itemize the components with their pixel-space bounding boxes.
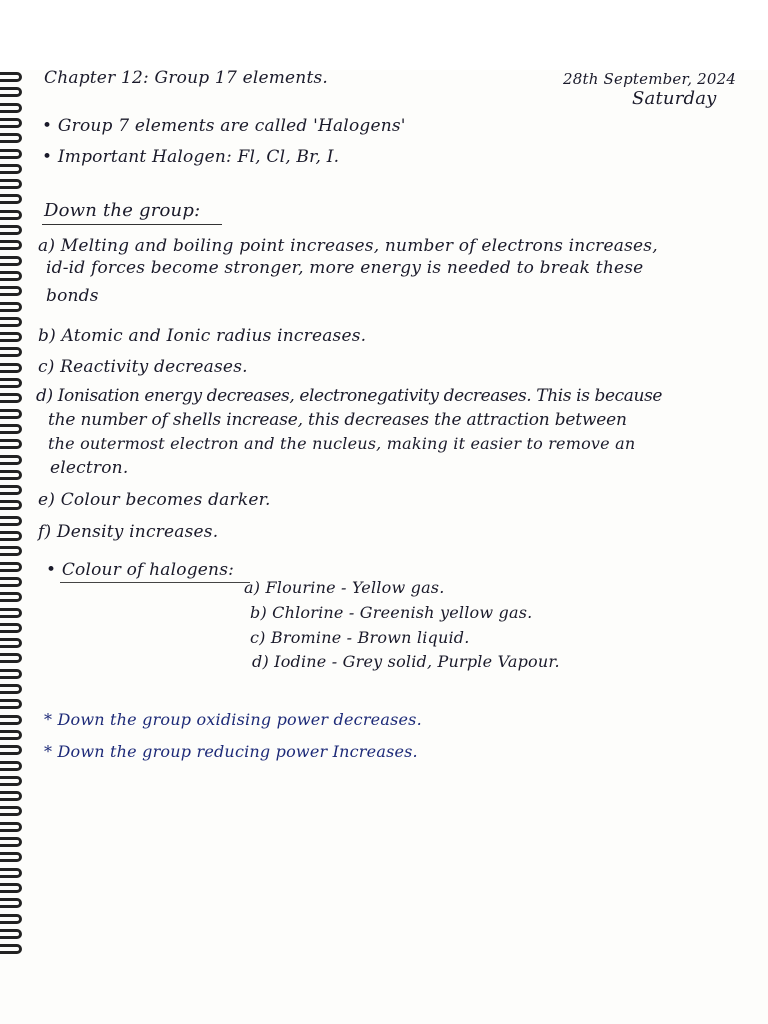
point-a-line-2: id-id forces become stronger, more energy is needed to break these xyxy=(46,258,644,278)
spiral-binding xyxy=(0,72,26,962)
spiral-ring xyxy=(0,149,22,159)
spiral-ring xyxy=(0,317,22,327)
spiral-ring xyxy=(0,791,22,801)
spiral-ring xyxy=(0,822,22,832)
spiral-ring xyxy=(0,730,22,740)
spiral-ring xyxy=(0,302,22,312)
spiral-ring xyxy=(0,500,22,510)
spiral-ring xyxy=(0,531,22,541)
point-d-line-1: d) Ionisation energy decreases, electronegativity decreases. This is because xyxy=(36,386,663,406)
spiral-ring xyxy=(0,516,22,526)
spiral-ring xyxy=(0,608,22,618)
point-e: e) Colour becomes darker. xyxy=(38,490,271,510)
spiral-ring xyxy=(0,883,22,893)
spiral-ring xyxy=(0,546,22,556)
spiral-ring xyxy=(0,179,22,189)
spiral-ring xyxy=(0,256,22,266)
spiral-ring xyxy=(0,363,22,373)
point-f: f) Density increases. xyxy=(38,522,219,542)
spiral-ring xyxy=(0,87,22,97)
spiral-ring xyxy=(0,638,22,648)
spiral-ring xyxy=(0,470,22,480)
spiral-ring xyxy=(0,409,22,419)
spiral-ring xyxy=(0,761,22,771)
point-b: b) Atomic and Ionic radius increases. xyxy=(38,326,367,346)
bullet-important-halogens: • Important Halogen: Fl, Cl, Br, I. xyxy=(42,147,340,167)
spiral-ring xyxy=(0,684,22,694)
spiral-ring xyxy=(0,103,22,113)
date-text: 28th September, 2024 xyxy=(563,70,737,88)
spiral-ring xyxy=(0,240,22,250)
spiral-ring xyxy=(0,210,22,220)
spiral-ring xyxy=(0,562,22,572)
spiral-ring xyxy=(0,332,22,342)
point-c: c) Reactivity decreases. xyxy=(38,357,248,377)
point-a-line-1: a) Melting and boiling point increases, number of electrons increases, xyxy=(38,236,658,256)
colour-fluorine: a) Flourine - Yellow gas. xyxy=(244,578,445,597)
point-d-line-3: the outermost electron and the nucleus, making it easier to remove an xyxy=(48,434,636,453)
spiral-ring xyxy=(0,898,22,908)
star-note-reducing: * Down the group reducing power Increases. xyxy=(44,742,418,761)
spiral-ring xyxy=(0,745,22,755)
colour-chlorine: b) Chlorine - Greenish yellow gas. xyxy=(250,603,533,622)
point-d-line-4: electron. xyxy=(50,458,129,478)
spiral-ring xyxy=(0,914,22,924)
spiral-ring xyxy=(0,485,22,495)
spiral-ring xyxy=(0,669,22,679)
spiral-ring xyxy=(0,347,22,357)
spiral-ring xyxy=(0,424,22,434)
spiral-ring xyxy=(0,455,22,465)
spiral-ring xyxy=(0,653,22,663)
bullet-halogens: • Group 7 elements are called 'Halogens' xyxy=(42,116,406,136)
spiral-ring xyxy=(0,837,22,847)
spiral-ring xyxy=(0,286,22,296)
star-note-oxidising: * Down the group oxidising power decreases. xyxy=(44,710,422,729)
spiral-ring xyxy=(0,439,22,449)
spiral-ring xyxy=(0,271,22,281)
colour-of-halogens-heading: • Colour of halogens: xyxy=(46,560,235,580)
spiral-ring xyxy=(0,393,22,403)
spiral-ring xyxy=(0,944,22,954)
page-top-margin xyxy=(0,0,768,70)
spiral-ring xyxy=(0,715,22,725)
spiral-ring xyxy=(0,194,22,204)
chapter-title: Chapter 12: Group 17 elements. xyxy=(44,68,329,88)
spiral-ring xyxy=(0,118,22,128)
down-the-group-heading: Down the group: xyxy=(44,200,201,221)
point-a-line-3: bonds xyxy=(46,286,99,306)
colour-bromine: c) Bromine - Brown liquid. xyxy=(250,628,470,647)
spiral-ring xyxy=(0,577,22,587)
spiral-ring xyxy=(0,868,22,878)
spiral-ring xyxy=(0,806,22,816)
spiral-ring xyxy=(0,776,22,786)
spiral-ring xyxy=(0,378,22,388)
colour-iodine: d) Iodine - Grey solid, Purple Vapour. xyxy=(252,652,560,671)
point-d-line-2: the number of shells increase, this decreases the attraction between xyxy=(48,410,627,430)
spiral-ring xyxy=(0,72,22,82)
colour-heading-underline xyxy=(60,582,250,583)
spiral-ring xyxy=(0,592,22,602)
spiral-ring xyxy=(0,699,22,709)
spiral-ring xyxy=(0,852,22,862)
heading-underline xyxy=(42,224,222,225)
spiral-ring xyxy=(0,929,22,939)
spiral-ring xyxy=(0,225,22,235)
spiral-ring xyxy=(0,133,22,143)
spiral-ring xyxy=(0,164,22,174)
spiral-ring xyxy=(0,623,22,633)
day-text: Saturday xyxy=(632,88,717,109)
